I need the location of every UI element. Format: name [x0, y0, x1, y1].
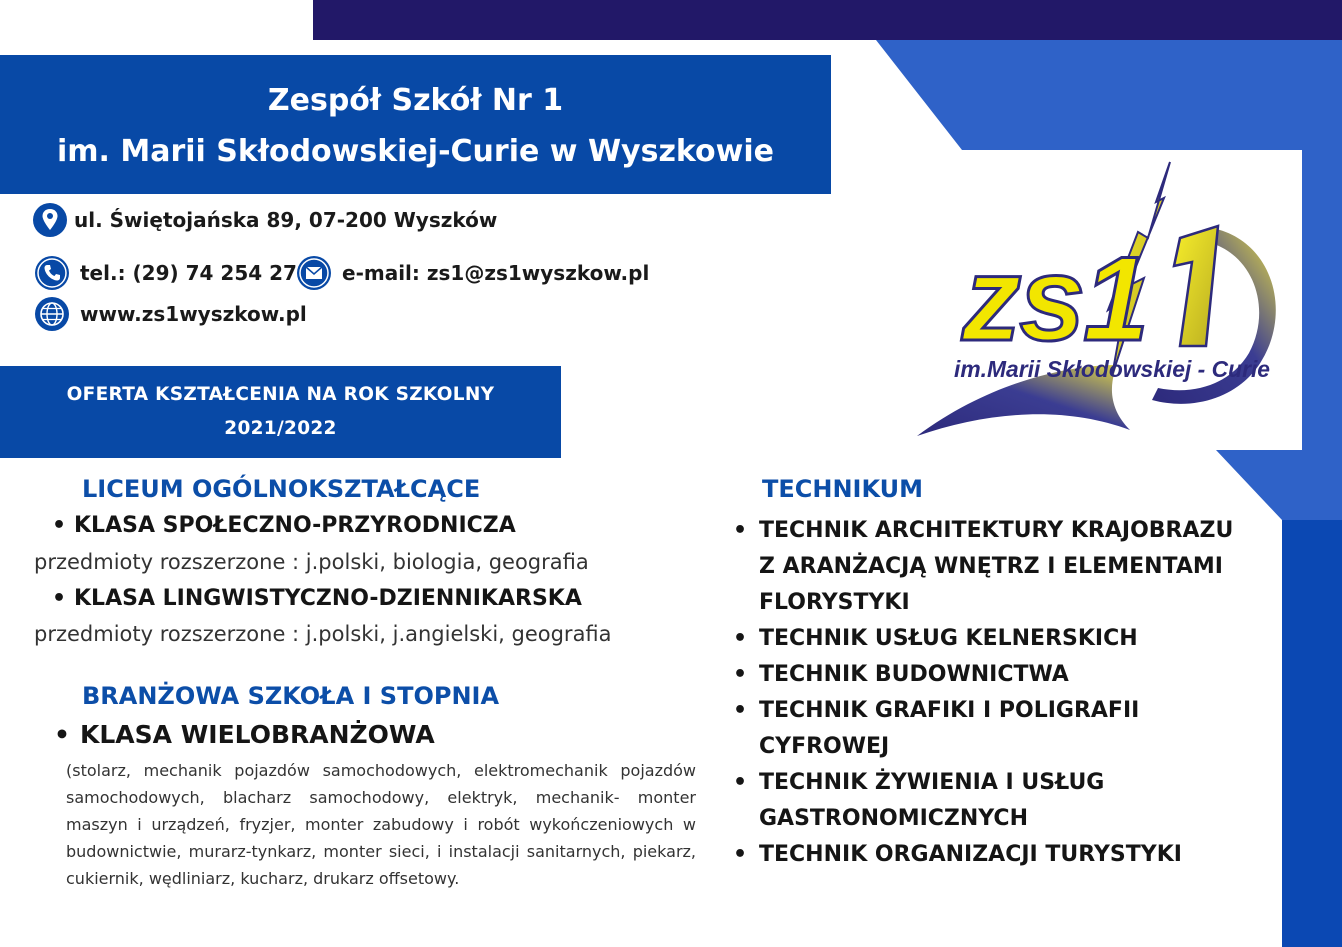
technikum-item: • TECHNIK ORGANIZACJI TURYSTYKI — [733, 837, 1253, 873]
branzowa-class — [54, 720, 435, 749]
bullet-icon: • — [52, 586, 67, 611]
school-patron: im. Marii Skłodowskiej-Curie w Wyszkowie — [56, 134, 775, 169]
bullet-icon: • — [733, 770, 748, 795]
top-right-blue-shape — [876, 40, 1342, 150]
phone-icon — [34, 255, 70, 291]
liceum-class-2-subjects: przedmioty rozszerzone : j.polski, j.angielski, geografia — [34, 622, 612, 646]
liceum-class-2-name: KLASA LINGWISTYCZNO-DZIENNIKARSKA — [74, 586, 582, 611]
offer-year: 2021/2022 — [224, 418, 337, 439]
bottom-right-dark-strip — [1282, 520, 1342, 947]
top-navy-bar — [313, 0, 1342, 40]
email-icon — [296, 255, 332, 291]
liceum-class-1-subjects: przedmioty rozszerzone : j.polski, biologia, geografia — [34, 550, 589, 574]
liceum-title: LICEUM OGÓLNOKSZTAŁCĄCE — [82, 475, 481, 503]
bullet-icon: • — [54, 720, 70, 749]
logo-letters: zs1 — [961, 232, 1147, 366]
email-text[interactable]: e-mail: zs1@zs1wyszkow.pl — [342, 261, 650, 285]
address-row — [32, 202, 497, 238]
branzowa-class-name: KLASA WIELOBRANŻOWA — [80, 720, 435, 749]
bullet-icon: • — [733, 626, 748, 651]
offer-title: OFERTA KSZTAŁCENIA NA ROK SZKOLNY — [66, 384, 495, 405]
branzowa-description: (stolarz, mechanik pojazdów samochodowych, elektromechanik pojazdów samochodowych, blacharz samochodowy, elektryk, mechanik- monter maszyn i urządzeń, fryzjer, monter zabudowy i robót wykończeniowych w budownictwie, murarz-tynkarz, monter sieci, i instalacji sanitarnych, piekarz, cukiernik, wędliniarz, kucharz, drukarz offsetowy. — [66, 761, 696, 888]
technikum-item: • TECHNIK ARCHITEKTURY KRAJOBRAZU Z ARANŻACJĄ WNĘTRZ I ELEMENTAMI FLORYSTYKI — [733, 513, 1253, 621]
email-row — [296, 255, 649, 291]
liceum-class-1 — [52, 513, 516, 538]
school-logo — [912, 150, 1302, 446]
technikum-item: • TECHNIK BUDOWNICTWA — [733, 657, 1253, 693]
liceum-class-2 — [52, 586, 582, 611]
logo-digit-one — [1174, 226, 1218, 346]
liceum-class-1-name: KLASA SPOŁECZNO-PRZYRODNICZA — [74, 513, 516, 538]
phone-row — [34, 255, 297, 291]
bullet-icon: • — [52, 513, 67, 538]
header-banner — [0, 55, 831, 194]
bullet-icon: • — [733, 842, 748, 867]
right-blue-strip — [1302, 150, 1342, 450]
technikum-item: • TECHNIK USŁUG KELNERSKICH — [733, 621, 1253, 657]
technikum-list — [733, 513, 1253, 873]
phone-text[interactable]: tel.: (29) 74 254 27 — [80, 261, 297, 285]
globe-icon — [34, 296, 70, 332]
school-name: Zespół Szkół Nr 1 — [267, 83, 564, 118]
bullet-icon: • — [733, 698, 748, 723]
website-row — [34, 296, 307, 332]
bullet-icon: • — [733, 518, 748, 543]
bullet-icon: • — [733, 662, 748, 687]
offer-banner — [0, 366, 561, 458]
location-pin-icon — [32, 202, 68, 238]
address-text: ul. Świętojańska 89, 07-200 Wyszków — [74, 208, 498, 232]
technikum-item: • TECHNIK GRAFIKI I POLIGRAFII CYFROWEJ — [733, 693, 1163, 765]
logo-subtitle: im.Marii Skłodowskiej - Curie — [954, 356, 1271, 382]
branzowa-title: BRANŻOWA SZKOŁA I STOPNIA — [82, 682, 500, 710]
website-text[interactable]: www.zs1wyszkow.pl — [80, 302, 307, 326]
technikum-title: TECHNIKUM — [762, 475, 924, 503]
technikum-item: • TECHNIK ŻYWIENIA I USŁUG GASTRONOMICZNYCH — [733, 765, 1133, 837]
